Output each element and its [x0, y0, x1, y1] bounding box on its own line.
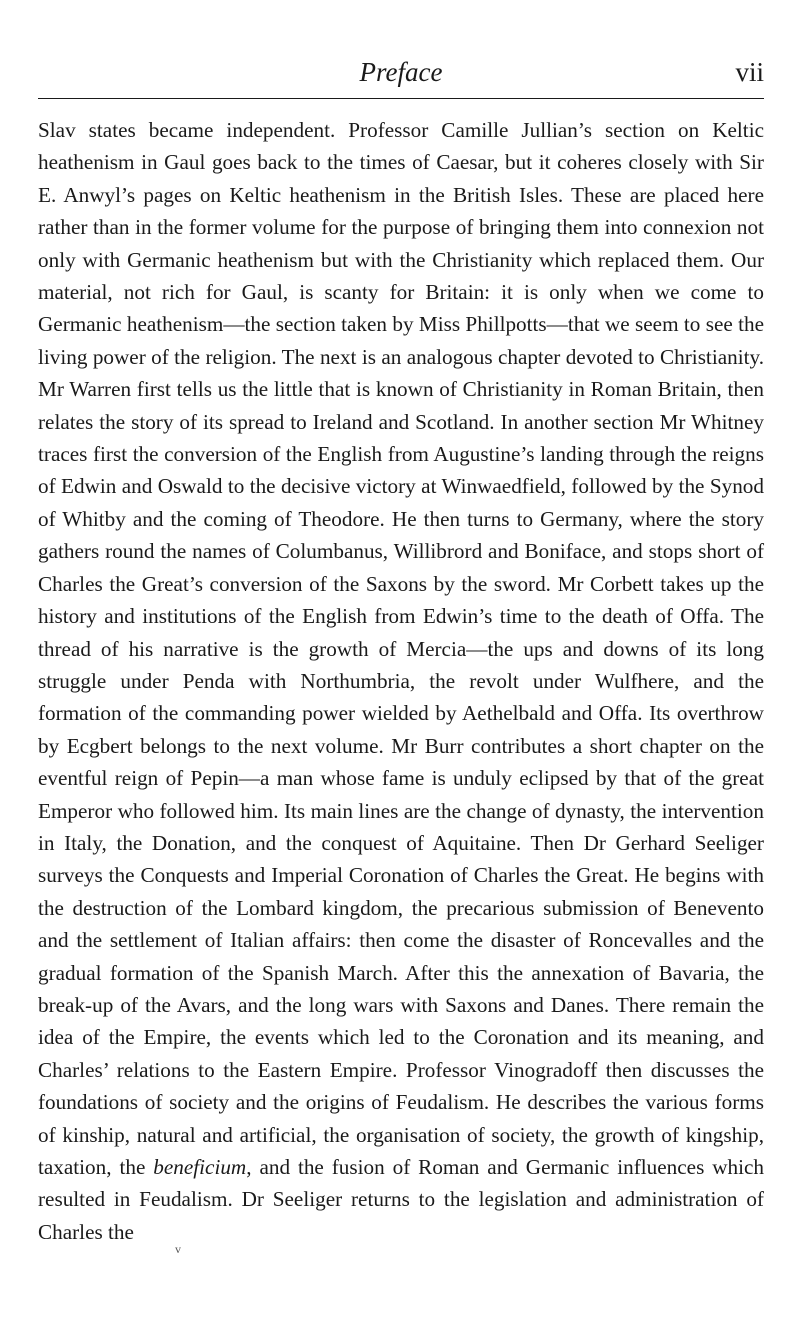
- page-header: [38, 56, 764, 100]
- signature-mark: v: [175, 1242, 181, 1256]
- header-rule: [38, 98, 764, 99]
- running-title: Preface: [359, 57, 443, 87]
- body-text-part-2: , and the fusion of Roman and Germanic influences which resulted in Feudalism. Dr Seeliger returns to the legislation and administration of Charles the: [38, 1155, 765, 1244]
- body-text-part-1: Slav states became independent. Professor Camille Jullian’s section on Keltic heathenism in Gaul goes back to the times of Caesar, but it coheres closely with Sir E. Anwyl’s pages on Keltic heathenism in the British Isles. These are placed here rather than in the former volume for the purpose of bringing them into connexion not only with Germanic heathenism but with the Christianity which replaced them. Our material, not rich for Gaul, is scanty for Britain: it is only when we come to Germanic heathenism—the section taken by Miss Phillpotts—that we seem to see the living power of the religion. The next is an analogous chapter devoted to Christianity. Mr Warren first tells us the little that is known of Christianity in Roman Britain, then relates the story of its spread to Ireland and Scotland. In another section Mr Whitney traces first the conversion of the English from Augustine’s landing through the reigns of Edwin and Oswald to the decisive victory at Winwaedfield, followed by the Synod of Whitby and the coming of Theodore. He then turns to Germany, where the story gathers round the names of Columbanus, Willibrord and Boniface, and stops short of Charles the Great’s conversion of the Saxons by the sword. Mr Corbett takes up the history and institutions of the English from Edwin’s time to the death of Offa. The thread of his narrative is the growth of Mercia—the ups and downs of its long struggle under Penda with Northumbria, the revolt under Wulfhere, and the formation of the commanding power wielded by Aethelbald and Offa. Its overthrow by Ecgbert belongs to the next volume. Mr Burr contributes a short chapter on the eventful reign of Pepin—a man whose fame is unduly eclipsed by that of the great Emperor who followed him. Its main lines are the change of dynasty, the intervention in Italy, the Donation, and the conquest of Aquitaine. Then Dr Gerhard Seeliger surveys the Conquests and Imperial Coronation of Charles the Great. He begins with the destruction of the Lombard kingdom, the precarious submission of Benevento and the settlement of Italian affairs: then come the disaster of Roncevalles and the gradual formation of the Spanish March. After this the annexation of Bavaria, the break-up of the Avars, and the long wars with Saxons and Danes. There remain the idea of the Empire, the events which led to the Coronation and its meaning, and Charles’ relations to the Eastern Empire. Professor Vinogradoff then discusses the foundations of society and the origins of Feudalism. He describes the various forms of kinship, natural and artificial, the organisation of society, the growth of kingship, taxation, the: [38, 118, 764, 1179]
- italic-term: beneficium: [153, 1155, 247, 1179]
- body-paragraph: [38, 114, 764, 1248]
- page-number: vii: [735, 57, 764, 87]
- body-text: [38, 114, 764, 1248]
